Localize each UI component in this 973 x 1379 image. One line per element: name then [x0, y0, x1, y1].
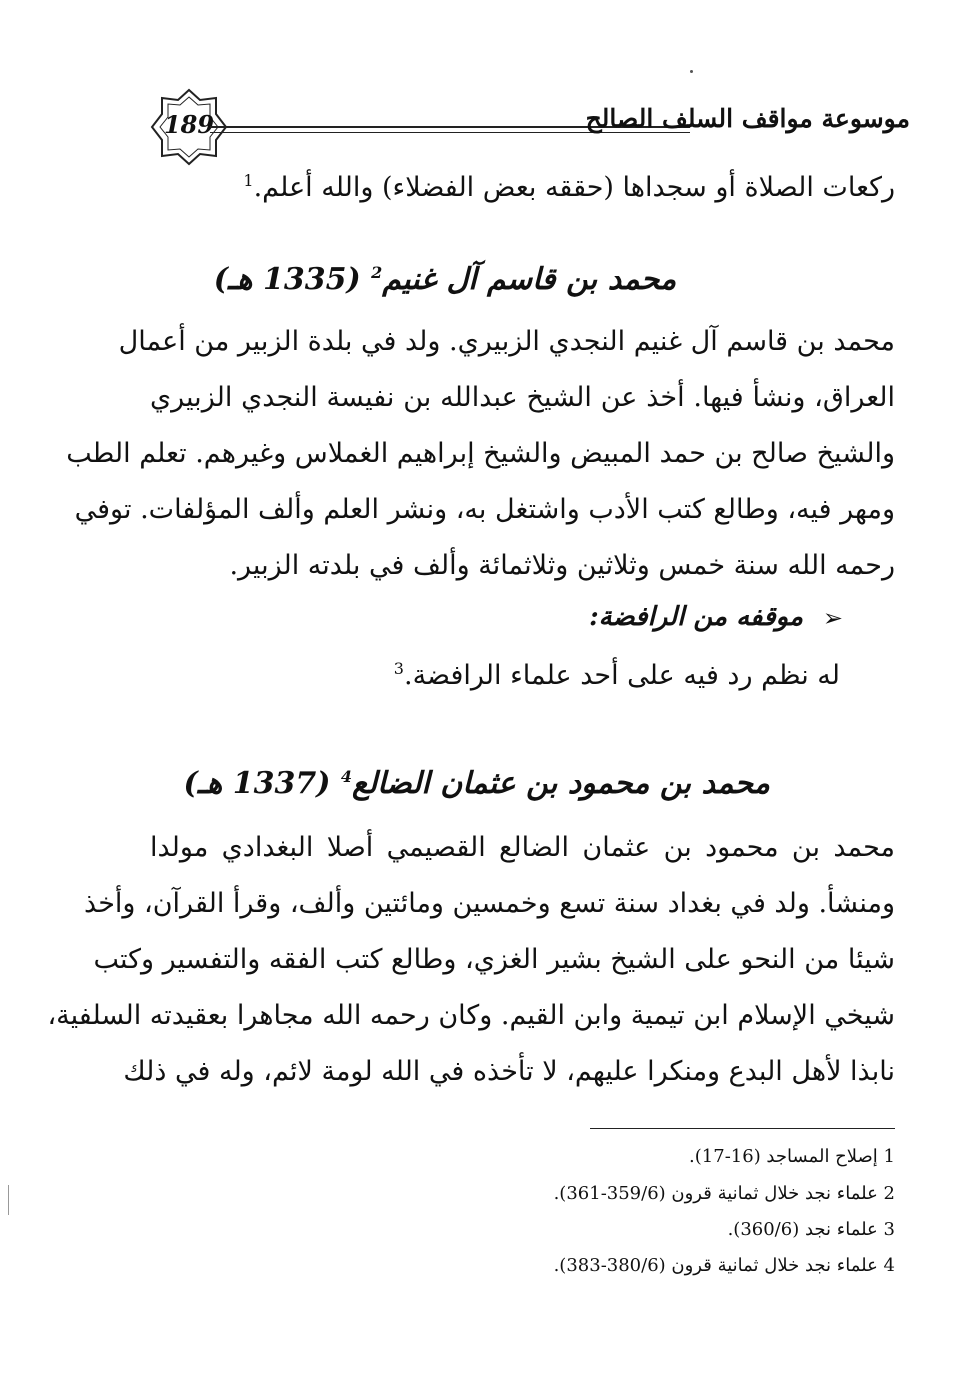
footnote-ref-3: 3: [393, 659, 404, 678]
page-header: [150, 88, 910, 168]
heading-2-date: (1337 هـ): [183, 766, 331, 801]
para-1-line-4: ومهر فيه، وطالع كتب الأدب واشتغل به، ونشر العلم وألف المؤلفات. توفي: [74, 494, 895, 525]
footnote-1-num: 1: [883, 1146, 895, 1167]
scan-edge-mark: [8, 1185, 9, 1215]
heading-1-name: محمد بن قاسم آل غنيم: [382, 262, 677, 297]
footnote-ref-1: 1: [243, 171, 254, 190]
footnote-ref-4: 4: [340, 767, 353, 786]
para-1-line-5: رحمه الله سنة خمس وثلاثين وثلاثمائة وألف في بلدته الزبير.: [229, 550, 895, 581]
para-2-line-5: نابذا لأهل البدع ومنكرا عليهم، لا تأخذه في الله لومة لائم، وله في ذلك: [123, 1056, 895, 1087]
footnote-separator: [590, 1128, 895, 1129]
stance-line: [150, 656, 840, 696]
biography-heading-1: [150, 262, 740, 297]
stance-line-text: له نظم رد فيه على أحد علماء الرافضة.: [403, 660, 840, 691]
para-1-line-3: والشيخ صالح بن حمد المبيض والشيخ إبراهيم الغملاس وغيرهم. تعلم الطب: [66, 438, 895, 469]
bullet-arrow-icon: ➢: [822, 604, 843, 632]
series-title: موسوعة مواقف السلف الصالح: [585, 104, 910, 133]
speck-mark: [690, 70, 693, 73]
footnote-1-text: إصلاح المساجد (16-17).: [689, 1146, 878, 1167]
page-number: 189: [163, 110, 215, 139]
footnote-4-text: علماء نجد خلال ثمانية قرون (380/6-383).: [553, 1255, 878, 1276]
para-2-line-3: شيئا من النحو على الشيخ بشير الغزي، وطالع كتب الفقه والتفسير وكتب: [93, 944, 895, 975]
para-1-line-1: محمد بن قاسم آل غنيم النجدي الزبيري. ولد في بلدة الزبير من أعمال: [118, 326, 895, 357]
footnote-2-text: علماء نجد خلال ثمانية قرون (359/6-361).: [553, 1183, 878, 1204]
footnote-3-text: علماء نجد (360/6).: [727, 1219, 878, 1240]
heading-2-name: محمد بن محمود بن عثمان الضالع: [352, 766, 770, 801]
heading-1-date: (1335 هـ): [213, 262, 361, 297]
opening-line-text: ركعات الصلاة أو سجداها (حققه بعض الفضلاء) والله أعلم.: [253, 172, 895, 203]
biography-heading-2: [183, 766, 770, 801]
footnote-2-num: 2: [883, 1183, 895, 1204]
para-2-line-4: شيخي الإسلام ابن تيمية وابن القيم. وكان رحمه الله مجاهرا بعقيدته السلفية،: [47, 1000, 895, 1031]
footnote-2: [395, 1183, 895, 1204]
para-1-line-2: العراق، ونشأ فيها. أخذ عن الشيخ عبدالله بن نفيسة النجدي الزبيري: [150, 382, 895, 413]
opening-line: [150, 168, 895, 208]
footnote-4: [395, 1255, 895, 1276]
footnote-4-num: 4: [883, 1255, 895, 1276]
footnote-3: [395, 1219, 895, 1240]
stance-subheading: موقفه من الرافضة:: [589, 602, 803, 632]
footnote-1: [395, 1146, 895, 1167]
footnote-3-num: 3: [883, 1219, 895, 1240]
para-2-line-1: محمد بن محمود بن عثمان الضالع القصيمي أصلا البغدادي مولدا: [150, 832, 895, 863]
para-2-line-2: ومنشأ. ولد في بغداد سنة تسع وخمسين ومائتين وألف، وقرأ القرآن، وأخذ: [84, 888, 895, 919]
footnote-ref-2: 2: [371, 263, 383, 282]
